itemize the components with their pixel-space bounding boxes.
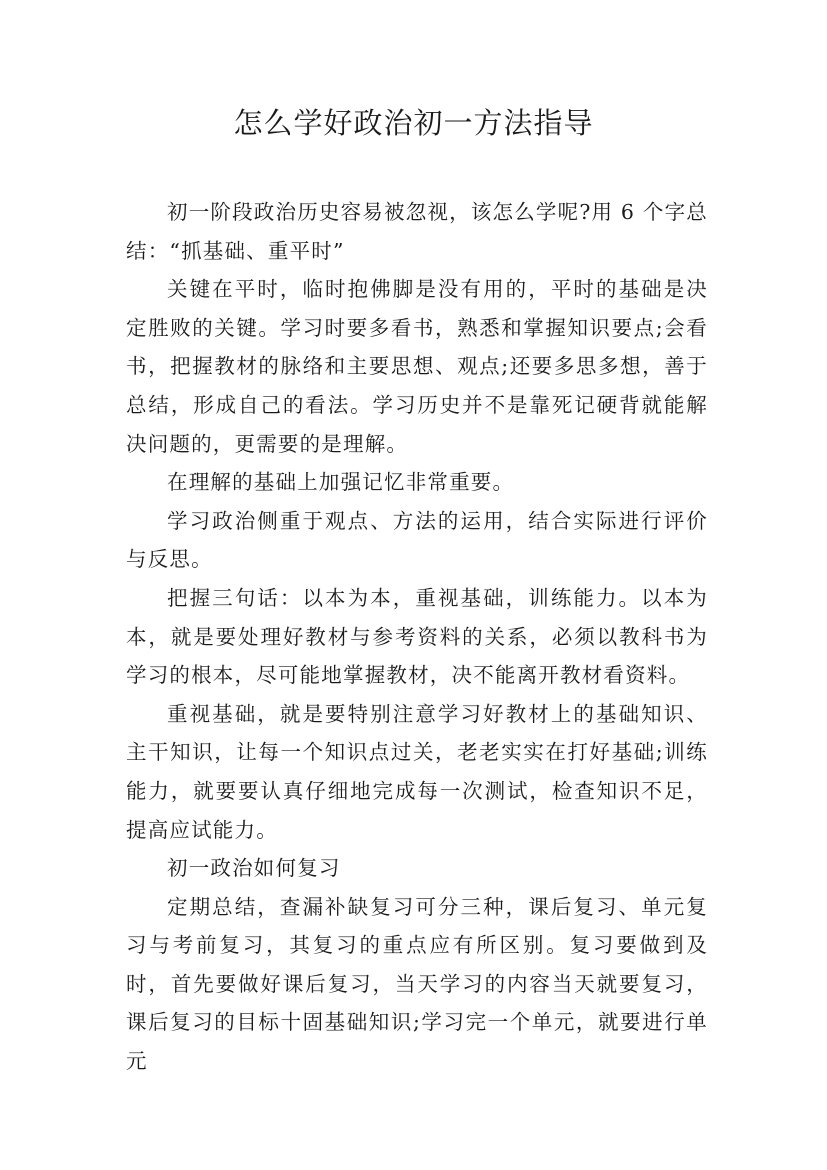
document-body — [126, 193, 708, 1081]
document-title: 怎么学好政治初一方法指导 — [233, 106, 594, 140]
paragraph: 在理解的基础上加强记忆非常重要。 — [167, 470, 515, 495]
paragraph: 初一阶段政治历史容易被忽视，该怎么学呢?用 6 个字总结：“抓基础、重平时” — [126, 200, 708, 263]
section-heading: 初一政治如何复习 — [167, 856, 341, 881]
paragraph: 重视基础，就是要特别注意学习好教材上的基础知识、主干知识，让每一个知识点过关，老老实实在打好基础;训练能力，就要要认真仔细地完成每一次测试，检查知识不足，提高应试能力。 — [126, 701, 708, 842]
paragraph: 学习政治侧重于观点、方法的运用，结合实际进行评价与反思。 — [126, 508, 708, 572]
paragraph: 关键在平时，临时抱佛脚是没有用的，平时的基础是决定胜败的关键。学习时要多看书，熟悉和掌握知识要点;会看书，把握教材的脉络和主要思想、观点;还要多思多想，善于总结，形成自己的看法。学习历史并不是靠死记硬背就能解决问题的，更需要的是理解。 — [126, 277, 708, 456]
paragraph: 定期总结，查漏补缺复习可分三种，课后复习、单元复习与考前复习，其复习的重点应有所区别。复习要做到及时，首先要做好课后复习，当天学习的内容当天就要复习，课后复习的目标十固基础知识;学习完一个单元，就要进行单元 — [126, 894, 708, 1074]
paragraph: 把握三句话：以本为本，重视基础，训练能力。以本为本，就是要处理好教材与参考资料的关系，必须以教科书为学习的根本，尽可能地掌握教材，决不能离开教材看资料。 — [126, 585, 708, 688]
